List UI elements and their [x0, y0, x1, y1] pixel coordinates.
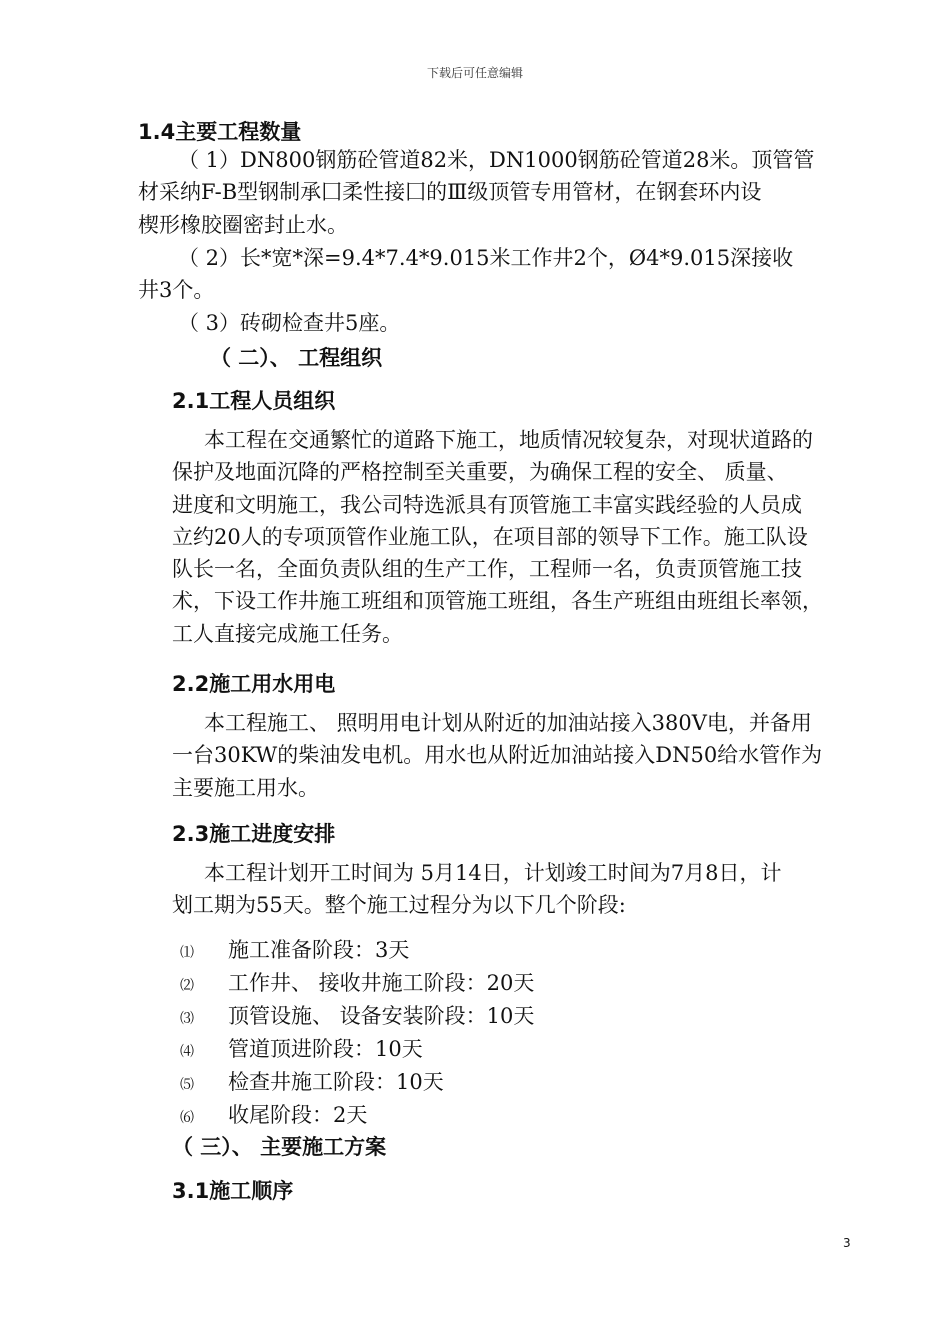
paragraph-line: 一台30KW的柴油发电机。用水也从附近加油站接入DN50给水管作为 — [172, 743, 823, 768]
item-2-paragraph — [138, 242, 793, 307]
paragraph-line: 本工程在交通繁忙的道路下施工，地质情况较复杂，对现状道路的 — [204, 428, 813, 452]
phase-list-item — [180, 967, 534, 997]
paragraph-line: 保护及地面沉降的严格控制至关重要，为确保工程的安全、 质量、 — [172, 460, 788, 485]
phase-number: ⑶ — [180, 1011, 194, 1027]
paragraph-2-3 — [172, 857, 781, 922]
paragraph-line: 主要施工用水。 — [172, 775, 319, 800]
paragraph-line: 本工程计划开工时间为 5月14日，计划竣工时间为7月8日，计 — [204, 861, 782, 885]
subsection-heading-2-2: 2.2施工用水用电 — [172, 672, 336, 696]
phase-number: ⑸ — [180, 1077, 194, 1093]
phase-text: 管道顶进阶段：10天 — [228, 1037, 423, 1061]
phase-text: 检查井施工阶段：10天 — [228, 1070, 444, 1094]
paragraph-line: 立约20人的专项顶管作业施工队，在项目部的领导下工作。施工队设 — [172, 524, 808, 549]
section-heading-2: （ 二）、 工程组织 — [210, 346, 383, 370]
item-2-line: 井3个。 — [138, 278, 215, 303]
phase-list-item — [180, 1066, 444, 1096]
paragraph-line: 进度和文明施工，我公司特选派具有顶管施工丰富实践经验的人员成 — [172, 492, 802, 517]
paragraph-line: 本工程施工、 照明用电计划从附近的加油站接入380V电，并备用 — [204, 711, 812, 735]
phase-text: 顶管设施、 设备安装阶段：10天 — [228, 1004, 535, 1028]
phase-list-item — [180, 934, 409, 964]
item-3-line: （ 3）砖砌检查井5座。 — [178, 311, 401, 335]
paragraph-line: 划工期为55天。整个施工过程分为以下几个阶段: — [172, 893, 626, 918]
item-1-line: （ 1）DN800钢筋砼管道82米，DN1000钢筋砼管道28米。顶管管 — [178, 148, 815, 172]
item-1-paragraph — [138, 144, 814, 241]
paragraph-2-1 — [172, 424, 823, 650]
subsection-heading-2-1: 2.1工程人员组织 — [172, 389, 336, 413]
page-number: 3 — [843, 1236, 851, 1250]
phase-list-item — [180, 1000, 534, 1030]
section-heading-1-4: 1.4主要工程数量 — [138, 120, 302, 144]
subsection-heading-2-3: 2.3施工进度安排 — [172, 822, 336, 846]
phase-number: ⑷ — [180, 1044, 194, 1060]
phase-text: 施工准备阶段：3天 — [228, 938, 410, 962]
paragraph-line: 术，下设工作井施工班组和顶管施工班组，各生产班组由班组长率领， — [172, 589, 823, 614]
section-heading-3: （ 三）、 主要施工方案 — [172, 1135, 387, 1159]
phase-text: 收尾阶段：2天 — [228, 1103, 368, 1127]
page-header: 下载后可任意编辑 — [426, 66, 523, 80]
phase-number: ⑹ — [180, 1110, 194, 1126]
phase-number: ⑵ — [180, 978, 194, 994]
paragraph-line: 工人直接完成施工任务。 — [172, 621, 403, 646]
paragraph-2-2 — [172, 707, 822, 804]
subsection-heading-3-1: 3.1施工顺序 — [172, 1179, 294, 1203]
item-1-line: 楔形橡胶圈密封止水。 — [138, 212, 348, 237]
item-2-line: （ 2）长*宽*深=9.4*7.4*9.015米工作井2个，Ø4*9.015深接收 — [178, 246, 794, 270]
phase-list-item — [180, 1099, 367, 1129]
paragraph-line: 队长一名，全面负责队组的生产工作，工程师一名，负责顶管施工技 — [172, 557, 802, 582]
phase-list-item — [180, 1033, 423, 1063]
item-1-line: 材采纳F-B型钢制承囗柔性接囗的Ⅲ级顶管专用管材，在钢套环内设 — [138, 180, 762, 205]
phase-number: ⑴ — [180, 945, 194, 961]
phase-text: 工作井、 接收井施工阶段：20天 — [228, 971, 535, 995]
